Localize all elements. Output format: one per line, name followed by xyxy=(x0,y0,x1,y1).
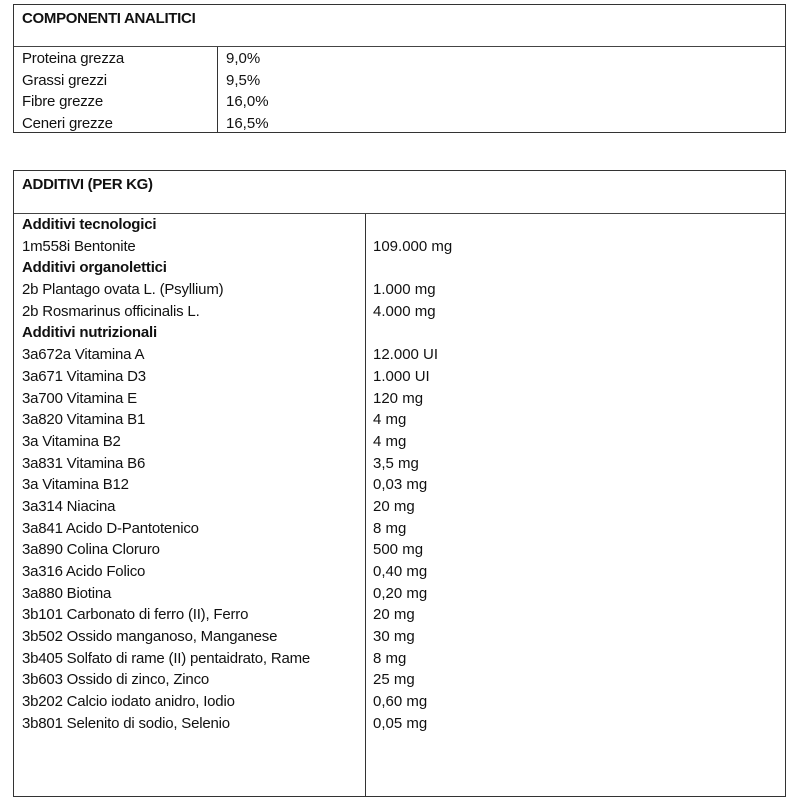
table-row xyxy=(14,539,785,561)
row-value: 9,5% xyxy=(226,71,261,89)
table-row xyxy=(14,669,785,691)
row-label: 3a890 Colina Cloruro xyxy=(22,541,160,559)
table-row xyxy=(14,583,785,605)
row-label: 3b502 Ossido manganoso, Manganese xyxy=(22,628,278,646)
table-row xyxy=(14,409,785,431)
table-row xyxy=(14,453,785,475)
row-label: 3b801 Selenito di sodio, Selenio xyxy=(22,714,230,732)
row-label: 3b202 Calcio iodato anidro, Iodio xyxy=(22,693,235,711)
row-label: 1m558i Bentonite xyxy=(22,237,136,255)
row-value: 0,03 mg xyxy=(373,476,428,494)
row-value: 20 mg xyxy=(373,606,415,624)
row-value: 8 mg xyxy=(373,519,407,537)
analytical-components-table xyxy=(13,4,786,133)
row-label: 3a700 Vitamina E xyxy=(22,389,137,407)
row-label: 3a316 Acido Folico xyxy=(22,563,146,580)
row-value: 500 mg xyxy=(373,541,424,559)
row-value: 4 mg xyxy=(373,411,407,429)
row-value: 109.000 mg xyxy=(373,237,453,255)
row-label: 3a Vitamina B2 xyxy=(22,432,121,450)
table-row xyxy=(14,713,785,735)
row-label: 3a880 Biotina xyxy=(22,584,112,602)
row-value: 20 mg xyxy=(373,497,415,515)
row-value: 30 mg xyxy=(373,628,415,646)
row-value: 3,5 mg xyxy=(373,454,419,472)
table-row xyxy=(14,496,785,518)
section-heading: Additivi organolettici xyxy=(22,259,167,277)
table-row xyxy=(14,648,785,670)
row-label: 3b101 Carbonato di ferro (II), Ferro xyxy=(22,606,249,624)
row-value: 16,5% xyxy=(226,115,269,133)
table-row xyxy=(14,518,785,540)
table-row xyxy=(14,431,785,453)
row-label: 3a841 Acido D-Pantotenico xyxy=(22,519,199,537)
row-value: 1.000 mg xyxy=(373,281,436,299)
table-row xyxy=(14,626,785,648)
row-label: 2b Plantago ovata L. (Psyllium) xyxy=(22,281,224,299)
row-value: 8 mg xyxy=(373,649,407,667)
row-label: 3a820 Vitamina B1 xyxy=(22,411,146,429)
table-row xyxy=(14,70,785,92)
section-heading-row xyxy=(14,214,785,236)
row-label: Ceneri grezze xyxy=(22,115,113,133)
table-row xyxy=(14,604,785,626)
section-heading-row xyxy=(14,322,785,344)
table-row xyxy=(14,344,785,366)
section-heading: Additivi nutrizionali xyxy=(22,324,157,342)
row-value: 16,0% xyxy=(226,93,269,111)
additives-title: ADDITIVI (PER KG) xyxy=(22,176,153,193)
table-row xyxy=(14,279,785,301)
row-label: 2b Rosmarinus officinalis L. xyxy=(22,302,200,320)
table-row xyxy=(14,366,785,388)
table-row xyxy=(14,474,785,496)
row-label: 3a Vitamina B12 xyxy=(22,476,129,494)
analytical-title: COMPONENTI ANALITICI xyxy=(22,10,196,27)
table-row xyxy=(14,236,785,258)
table-row xyxy=(14,691,785,713)
row-value: 0,20 mg xyxy=(373,584,428,602)
additives-rows xyxy=(14,214,785,735)
row-label: 3a831 Vitamina B6 xyxy=(22,454,146,472)
row-label: 3b603 Ossido di zinco, Zinco xyxy=(22,671,210,689)
row-label: Proteina grezza xyxy=(22,50,125,67)
additives-table xyxy=(13,170,786,797)
row-value: 0,60 mg xyxy=(373,693,428,711)
row-value: 0,05 mg xyxy=(373,714,428,732)
row-label: 3a672a Vitamina A xyxy=(22,346,145,364)
row-label: 3b405 Solfato di rame (II) pentaidrato, Rame xyxy=(22,649,311,667)
analytical-header xyxy=(14,5,785,47)
row-value: 9,0% xyxy=(226,50,261,67)
analytical-rows xyxy=(14,48,785,135)
table-row xyxy=(14,113,785,135)
row-label: Grassi grezzi xyxy=(22,71,107,89)
row-label: 3a671 Vitamina D3 xyxy=(22,367,146,385)
table-row xyxy=(14,388,785,410)
table-row xyxy=(14,91,785,113)
row-value: 25 mg xyxy=(373,671,415,689)
row-value: 0,40 mg xyxy=(373,563,428,580)
section-heading-row xyxy=(14,257,785,279)
row-value: 4 mg xyxy=(373,432,407,450)
row-value: 4.000 mg xyxy=(373,302,436,320)
table-row xyxy=(14,301,785,323)
table-row xyxy=(14,48,785,70)
row-value: 1.000 UI xyxy=(373,367,430,385)
row-label: 3a314 Niacina xyxy=(22,497,116,515)
section-heading: Additivi tecnologici xyxy=(22,216,157,233)
additives-header xyxy=(14,171,785,214)
row-value: 12.000 UI xyxy=(373,346,439,364)
row-label: Fibre grezze xyxy=(22,93,103,111)
row-value: 120 mg xyxy=(373,389,424,407)
table-row xyxy=(14,561,785,583)
